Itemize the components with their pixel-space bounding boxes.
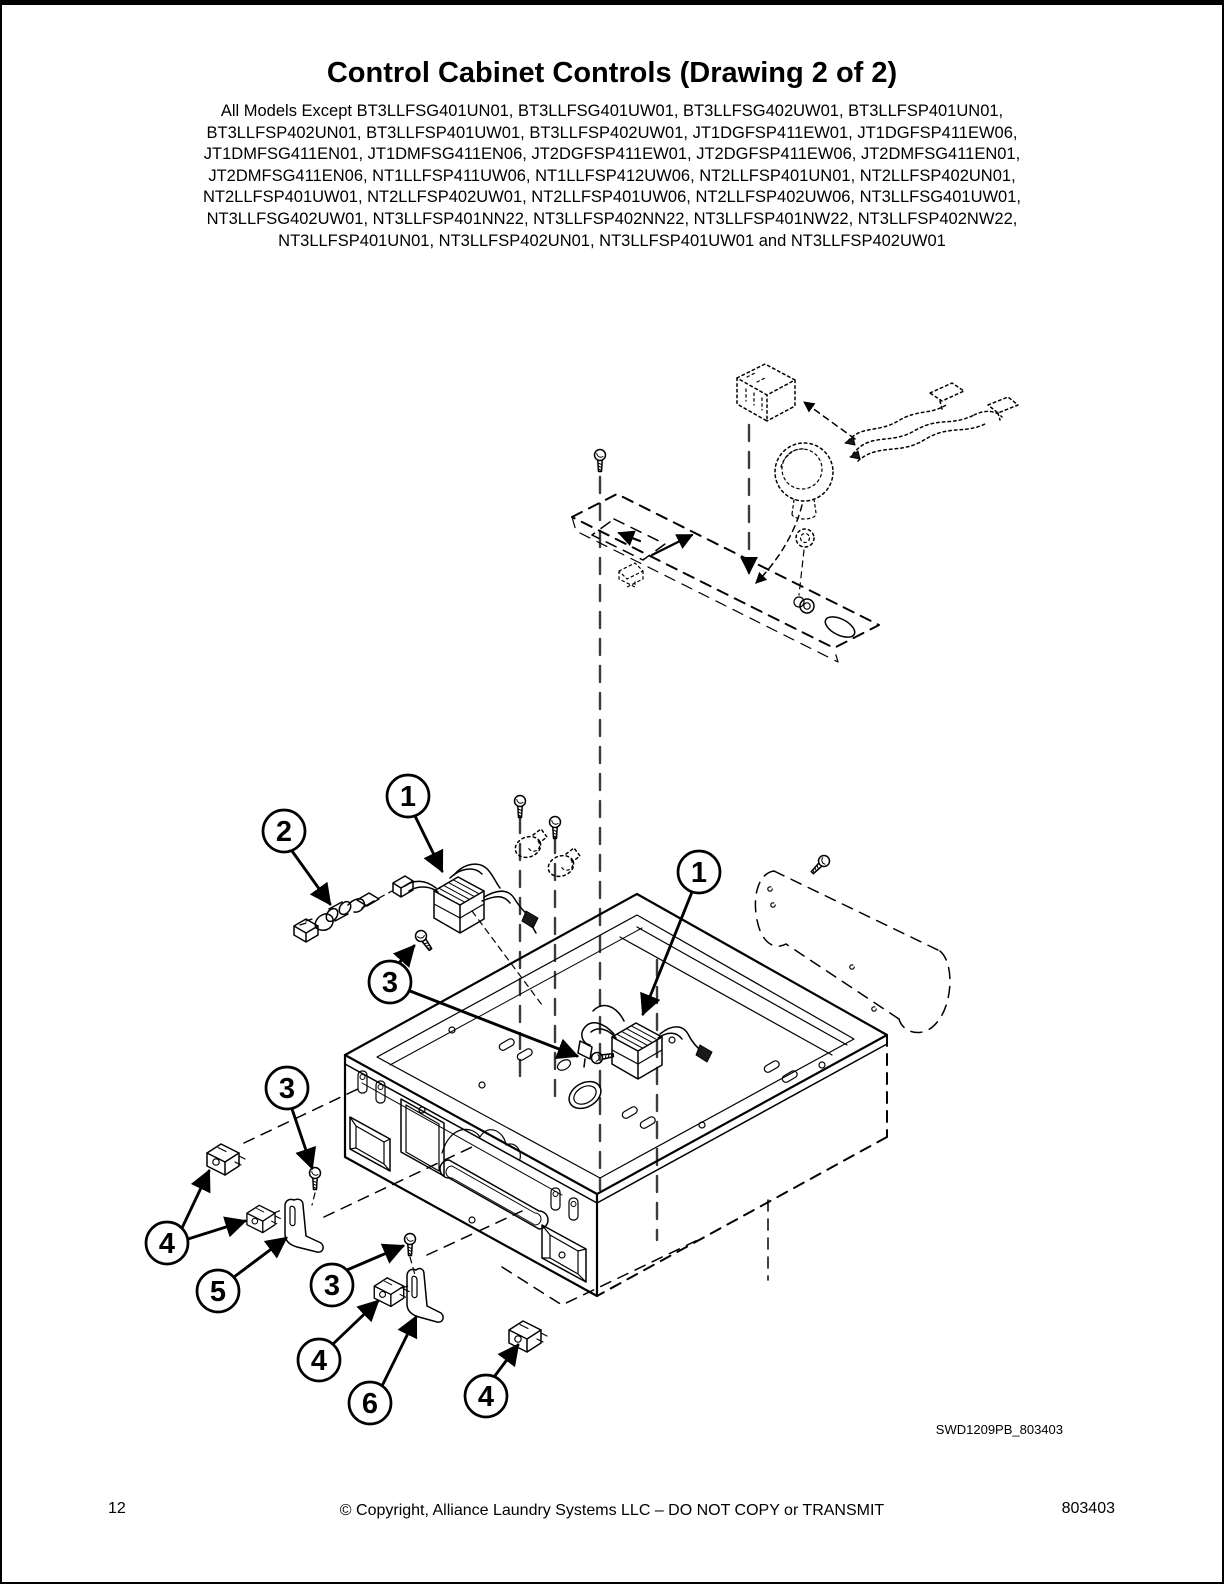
- model-list-line: BT3LLFSP402UN01, BT3LLFSP401UW01, BT3LLFSP402UW01, JT1DGFSP411EW01, JT1DGFSP411EW06,: [206, 123, 1018, 142]
- cable-clamp-icons: [512, 829, 580, 880]
- svg-text:4: 4: [158, 1228, 176, 1260]
- callout-5: [197, 1238, 286, 1312]
- page-number: 12: [108, 1500, 126, 1517]
- model-list-line: All Models Except BT3LLFSG401UN01, BT3LLFSG401UW01, BT3LLFSG402UW01, BT3LLFSP401UN01,: [220, 102, 1004, 120]
- model-list-line: JT1DMFSG411EN01, JT1DMFSG411EN06, JT2DGFSP411EW01, JT2DGFSP411EW06, JT2DMFSG411EN01,: [203, 145, 1021, 164]
- svg-text:6: 6: [361, 1388, 379, 1420]
- page-title: Control Cabinet Controls (Drawing 2 of 2): [326, 57, 898, 89]
- callout-3: [369, 946, 577, 1056]
- callout-4: [465, 1345, 518, 1417]
- callout-2: [263, 810, 330, 904]
- callout-1: [387, 775, 442, 871]
- wire-harness-part2: [294, 891, 392, 942]
- bracket-part6: [407, 1269, 443, 1323]
- svg-text:1: 1: [399, 781, 417, 813]
- svg-text:2: 2: [275, 816, 293, 848]
- model-list-line: JT2DMFSG411EN06, NT1LLFSP411UW06, NT1LLFSP412UW06, NT2LLFSP401UN01, NT2LLFSP402UN01,: [208, 166, 1016, 185]
- model-list-line: NT2LLFSP401UW01, NT2LLFSP402UW01, NT2LLFSP401UW06, NT2LLFSP402UW06, NT3LLFSG401UW01,: [202, 188, 1021, 207]
- svg-text:3: 3: [278, 1073, 296, 1105]
- callout-4: [146, 1171, 245, 1264]
- model-list-line: NT3LLFSP401UN01, NT3LLFSP402UN01, NT3LLFSP401UW01 and NT3LLFSP402UW01: [278, 231, 946, 250]
- model-list: [2, 101, 1222, 252]
- cabinet-base: [345, 894, 887, 1296]
- control-bracket-hidden: [755, 871, 950, 1033]
- copyright-notice: © Copyright, Alliance Laundry Systems LLC – DO NOT COPY or TRANSMIT: [339, 1502, 885, 1519]
- console-panel: [572, 494, 879, 662]
- model-list-line: NT3LLFSG402UW01, NT3LLFSP401NN22, NT3LLFSP402NN22, NT3LLFSP401NW22, NT3LLFSP402NW22,: [206, 209, 1018, 228]
- callout-6: [349, 1317, 416, 1424]
- svg-text:1: 1: [690, 857, 708, 889]
- callout-3: [311, 1246, 403, 1306]
- callout-1: [643, 851, 720, 1014]
- document-number: 803403: [1061, 1500, 1115, 1517]
- figure-code-label: SWD1209PB_803403: [935, 1422, 1063, 1437]
- svg-text:5: 5: [209, 1276, 227, 1308]
- svg-text:3: 3: [381, 967, 399, 999]
- connector-block: [737, 364, 795, 421]
- svg-text:4: 4: [477, 1381, 495, 1413]
- control-dial: [775, 443, 833, 519]
- svg-text:4: 4: [310, 1345, 328, 1377]
- page-header: [2, 57, 1222, 252]
- transformer-2: [578, 1006, 712, 1079]
- svg-text:3: 3: [323, 1270, 341, 1302]
- wire-harness-upper: [804, 383, 1018, 461]
- mounting-screws: [310, 450, 832, 1256]
- hidden-mounting-lines: [244, 1087, 702, 1305]
- callout-4: [298, 1301, 378, 1381]
- callout-3: [266, 1067, 312, 1168]
- callouts-layer: [146, 775, 720, 1424]
- dial-cap: [796, 529, 814, 547]
- bracket-part5: [285, 1199, 323, 1252]
